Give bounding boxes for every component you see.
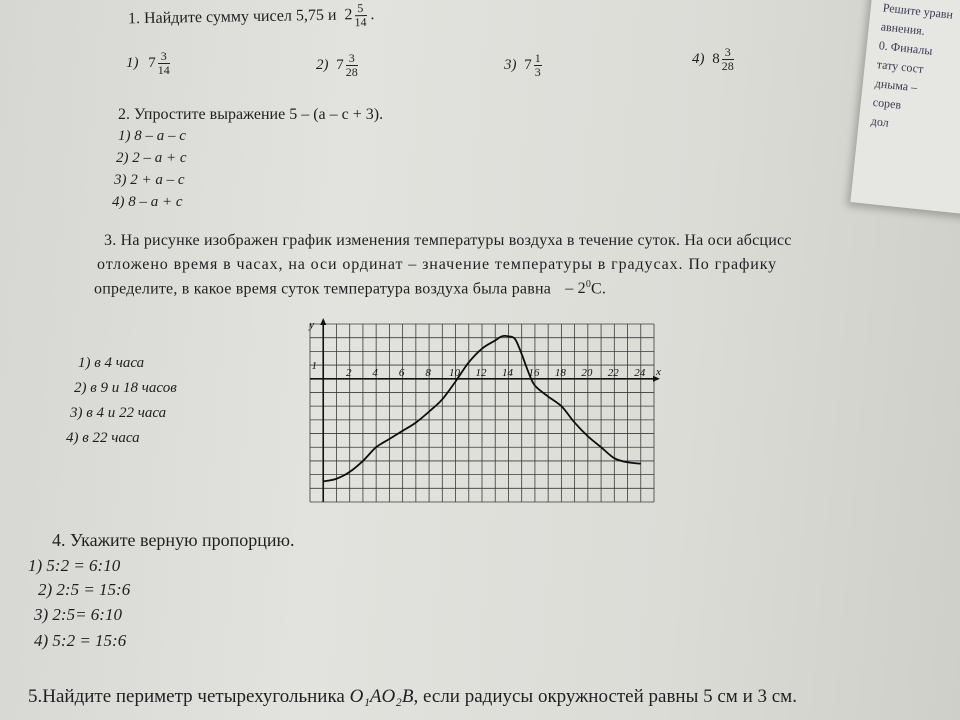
q1-option-3: 3) 7 $\frac{1}{3}$ <box>504 51 541 79</box>
x-axis-label: x <box>656 365 661 378</box>
q1-option-2: 2) 7 $\frac{3}{28}$ <box>316 51 358 79</box>
q1-option-1: 1) 7 $\frac{3}{14}$ <box>126 49 170 77</box>
q3-option-3: 3) в 4 и 22 часа <box>70 405 167 421</box>
question-5: 5.Найдите периметр четырехугольника O₁AO₂B, если радиусы окружностей равны 5 см и 3 см. <box>28 686 797 707</box>
x-tick-label: 24 <box>634 366 646 379</box>
q4-option-2: 2) 2:5 = 15:6 <box>38 580 131 599</box>
temperature-chart <box>300 316 664 512</box>
q3-option-4: 4) в 22 часа <box>66 430 140 446</box>
q5-figure: O₁AO₂B <box>349 686 414 707</box>
q4-title: 4. Укажите верную пропорцию. <box>52 530 295 550</box>
q3-line-3: определите, в какое время суток температура воздуха была равна – $2^0C$. <box>94 279 607 298</box>
x-tick-label: 16 <box>528 366 540 379</box>
q3-option-2: 2) в 9 и 18 часов <box>74 380 177 396</box>
question-1: 1. Найдите сумму чисел 5,75 и 2 $\frac{5}{14}$ . <box>127 1 375 30</box>
x-tick-label: 12 <box>475 366 487 379</box>
q4-option-4: 4) 5:2 = 15:6 <box>34 631 127 650</box>
y-axis-label: y <box>309 319 315 331</box>
x-tick-label: 6 <box>398 366 405 379</box>
q1-title: 1. Найдите сумму чисел 5,75 и <box>127 6 337 28</box>
q2-title: 2. Упростите выражение 5 – (a – c + 3). <box>118 106 384 123</box>
q2-option-2: 2) 2 – a + c <box>116 150 187 166</box>
x-tick-label: 4 <box>372 366 378 379</box>
q2-option-1: 1) 8 – a – c <box>118 128 186 144</box>
y-axis-arrow <box>320 318 326 325</box>
x-tick-label: 8 <box>425 366 431 379</box>
q3-option-1: 1) в 4 часа <box>78 355 145 371</box>
q3-line-2: отложено время в часах, на оси ординат – значение температуры в градусах. По графику <box>97 256 778 273</box>
y-tick-label: 1 <box>311 360 317 373</box>
x-tick-label: 14 <box>501 366 513 379</box>
q1-option-4: 4) 8 $\frac{3}{28}$ <box>692 45 734 73</box>
q2-option-3: 3) 2 + a – c <box>114 172 185 188</box>
q3-line-1: 3. На рисунке изображен график изменения температуры воздуха в течение суток. На оси абсцисс <box>104 232 792 249</box>
x-tick-label: 2 <box>345 366 352 379</box>
q4-option-3: 3) 2:5= 6:10 <box>34 605 122 624</box>
x-tick-label: 20 <box>581 366 593 379</box>
adjacent-sheet: Решите уравн авнения. 0. Финалы тату сост дныма – сорев дол <box>850 0 960 217</box>
q2-option-4: 4) 8 – a + c <box>112 194 183 210</box>
x-tick-label: 18 <box>554 366 566 379</box>
x-tick-label: 10 <box>449 366 461 379</box>
q4-option-1: 1) 5:2 = 6:10 <box>28 556 121 575</box>
x-tick-label: 22 <box>607 366 619 379</box>
q1-mixed-number: 2 $\frac{5}{14}$ <box>344 1 367 30</box>
